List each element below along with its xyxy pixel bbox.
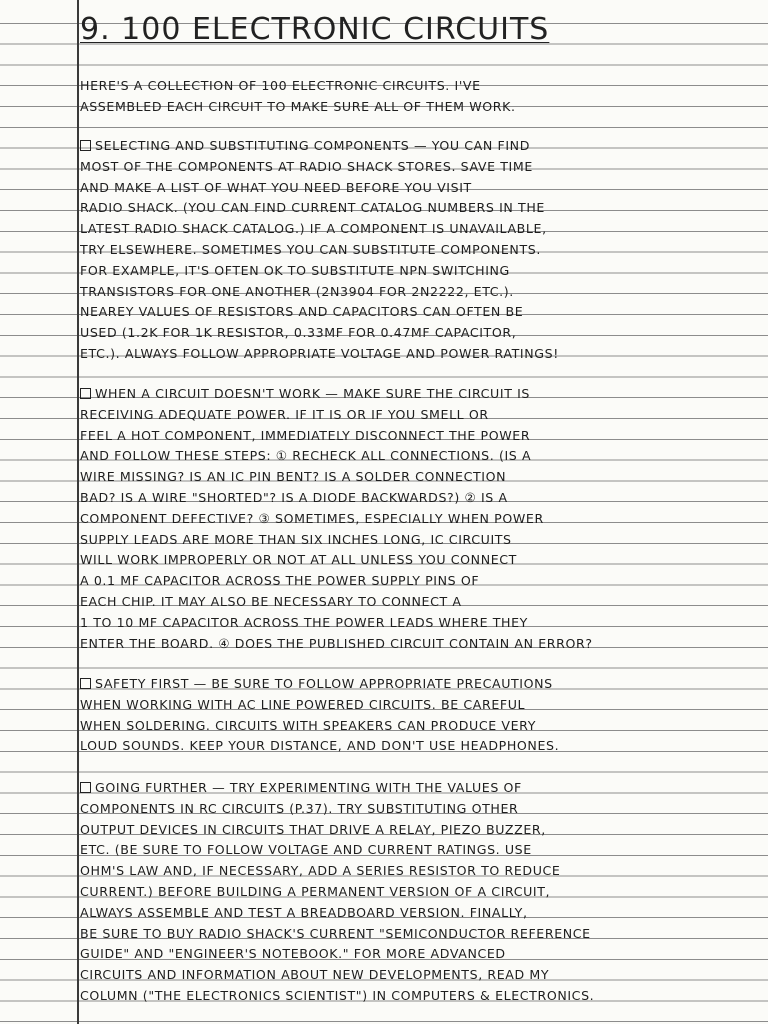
text-line: A 0.1 ΜF CAPACITOR ACROSS THE POWER SUPPLY PINS OF [80, 573, 480, 589]
text-line: COLUMN ("THE ELECTRONICS SCIENTIST") IN COMPUTERS & ELECTRONICS. [80, 987, 595, 1003]
text-line: ASSEMBLED EACH CIRCUIT TO MAKE SURE ALL OF THEM WORK. [80, 98, 516, 114]
text-line: COMPONENTS IN RC CIRCUITS (P.37). TRY SUBSTITUTING OTHER [80, 800, 519, 816]
text-line: BE SURE TO BUY RADIO SHACK'S CURRENT "SEMICONDUCTOR REFERENCE [80, 925, 591, 941]
section-selecting-components [80, 136, 752, 365]
text-line: COMPONENT DEFECTIVE? ③ SOMETIMES, ESPECIALLY WHEN POWER [80, 510, 544, 526]
checkbox-icon [80, 140, 91, 151]
text-line: ENTER THE BOARD. ④ DOES THE PUBLISHED CIRCUIT CONTAIN AN ERROR? [80, 635, 593, 651]
section-circuit-doesnt-work [80, 384, 752, 654]
text-line: WIRE MISSING? IS AN IC PIN BENT? IS A SOLDER CONNECTION [80, 469, 507, 485]
text-line: 1 TO 10 ΜF CAPACITOR ACROSS THE POWER LEADS WHERE THEY [80, 614, 528, 630]
section-heading-line [80, 136, 752, 157]
text-line: MOST OF THE COMPONENTS AT RADIO SHACK STORES. SAVE TIME [80, 158, 533, 174]
text-line: SUPPLY LEADS ARE MORE THAN SIX INCHES LONG, IC CIRCUITS [80, 531, 512, 547]
text-line: WILL WORK IMPROPERLY OR NOT AT ALL UNLESS YOU CONNECT [80, 552, 517, 568]
text-line: WHEN SOLDERING. CIRCUITS WITH SPEAKERS CAN PRODUCE VERY [80, 717, 537, 733]
section-going-further [80, 778, 752, 1007]
text-line: BAD? IS A WIRE "SHORTED"? IS A DIODE BACKWARDS?) ② IS A [80, 489, 508, 505]
section-heading-line [80, 778, 752, 799]
checkbox-icon [80, 678, 91, 689]
text-line: CIRCUITS AND INFORMATION ABOUT NEW DEVELOPMENTS, READ MY [80, 967, 550, 983]
text-line: HERE'S A COLLECTION OF 100 ELECTRONIC CIRCUITS. I'VE [80, 78, 481, 93]
text-line: ALWAYS ASSEMBLE AND TEST A BREADBOARD VERSION. FINALLY, [80, 904, 528, 920]
text-line: GOING FURTHER — TRY EXPERIMENTING WITH THE VALUES OF [95, 780, 522, 795]
text-line: WHEN WORKING WITH AC LINE POWERED CIRCUITS. BE CAREFUL [80, 696, 526, 712]
text-line: EACH CHIP. IT MAY ALSO BE NECESSARY TO CONNECT A [80, 593, 462, 609]
text-line: RECEIVING ADEQUATE POWER. IF IT IS OR IF YOU SMELL OR [80, 406, 489, 422]
text-line: LOUD SOUNDS. KEEP YOUR DISTANCE, AND DON'T USE HEADPHONES. [80, 738, 560, 754]
text-line: CURRENT.) BEFORE BUILDING A PERMANENT VERSION OF A CIRCUIT, [80, 883, 551, 899]
text-line: ETC.). ALWAYS FOLLOW APPROPRIATE VOLTAGE AND POWER RATINGS! [80, 345, 559, 361]
text-line: AND MAKE A LIST OF WHAT YOU NEED BEFORE YOU VISIT [80, 179, 472, 195]
text-line: TRY ELSEWHERE. SOMETIMES YOU CAN SUBSTITUTE COMPONENTS. [80, 241, 541, 257]
section-safety-first [80, 674, 752, 757]
section-heading-line [80, 384, 752, 405]
section-heading-line [80, 674, 752, 695]
checkbox-icon [80, 388, 91, 399]
text-line: FEEL A HOT COMPONENT, IMMEDIATELY DISCONNECT THE POWER [80, 427, 531, 443]
text-line: SAFETY FIRST — BE SURE TO FOLLOW APPROPRIATE PRECAUTIONS [95, 676, 553, 691]
text-line: LATEST RADIO SHACK CATALOG.) IF A COMPONENT IS UNAVAILABLE, [80, 221, 547, 237]
text-line: TRANSISTORS FOR ONE ANOTHER (2N3904 FOR 2N2222, ETC.). [80, 283, 514, 299]
text-line: FOR EXAMPLE, IT'S OFTEN OK TO SUBSTITUTE NPN SWITCHING [80, 262, 510, 278]
text-line: AND FOLLOW THESE STEPS: ① RECHECK ALL CONNECTIONS. (IS A [80, 448, 532, 464]
text-line: NEAREY VALUES OF RESISTORS AND CAPACITORS CAN OFTEN BE [80, 304, 524, 320]
text-line: OHM'S LAW AND, IF NECESSARY, ADD A SERIES RESISTOR TO REDUCE [80, 863, 561, 879]
text-line: USED (1.2K FOR 1K RESISTOR, 0.33ΜF FOR 0.47ΜF CAPACITOR, [80, 325, 517, 341]
intro-paragraph [80, 76, 752, 118]
margin-line [77, 0, 79, 1024]
text-line: GUIDE" AND "ENGINEER'S NOTEBOOK." FOR MORE ADVANCED [80, 946, 506, 962]
text-line: WHEN A CIRCUIT DOESN'T WORK — MAKE SURE THE CIRCUIT IS [95, 386, 530, 401]
text-line: ETC. (BE SURE TO FOLLOW VOLTAGE AND CURRENT RATINGS. USE [80, 842, 532, 858]
text-line: RADIO SHACK. (YOU CAN FIND CURRENT CATALOG NUMBERS IN THE [80, 200, 545, 216]
text-line: SELECTING AND SUBSTITUTING COMPONENTS — YOU CAN FIND [95, 138, 530, 153]
page-title: 9. 100 ELECTRONIC CIRCUITS [80, 12, 550, 47]
checkbox-icon [80, 782, 91, 793]
text-line: OUTPUT DEVICES IN CIRCUITS THAT DRIVE A RELAY, PIEZO BUZZER, [80, 821, 546, 837]
